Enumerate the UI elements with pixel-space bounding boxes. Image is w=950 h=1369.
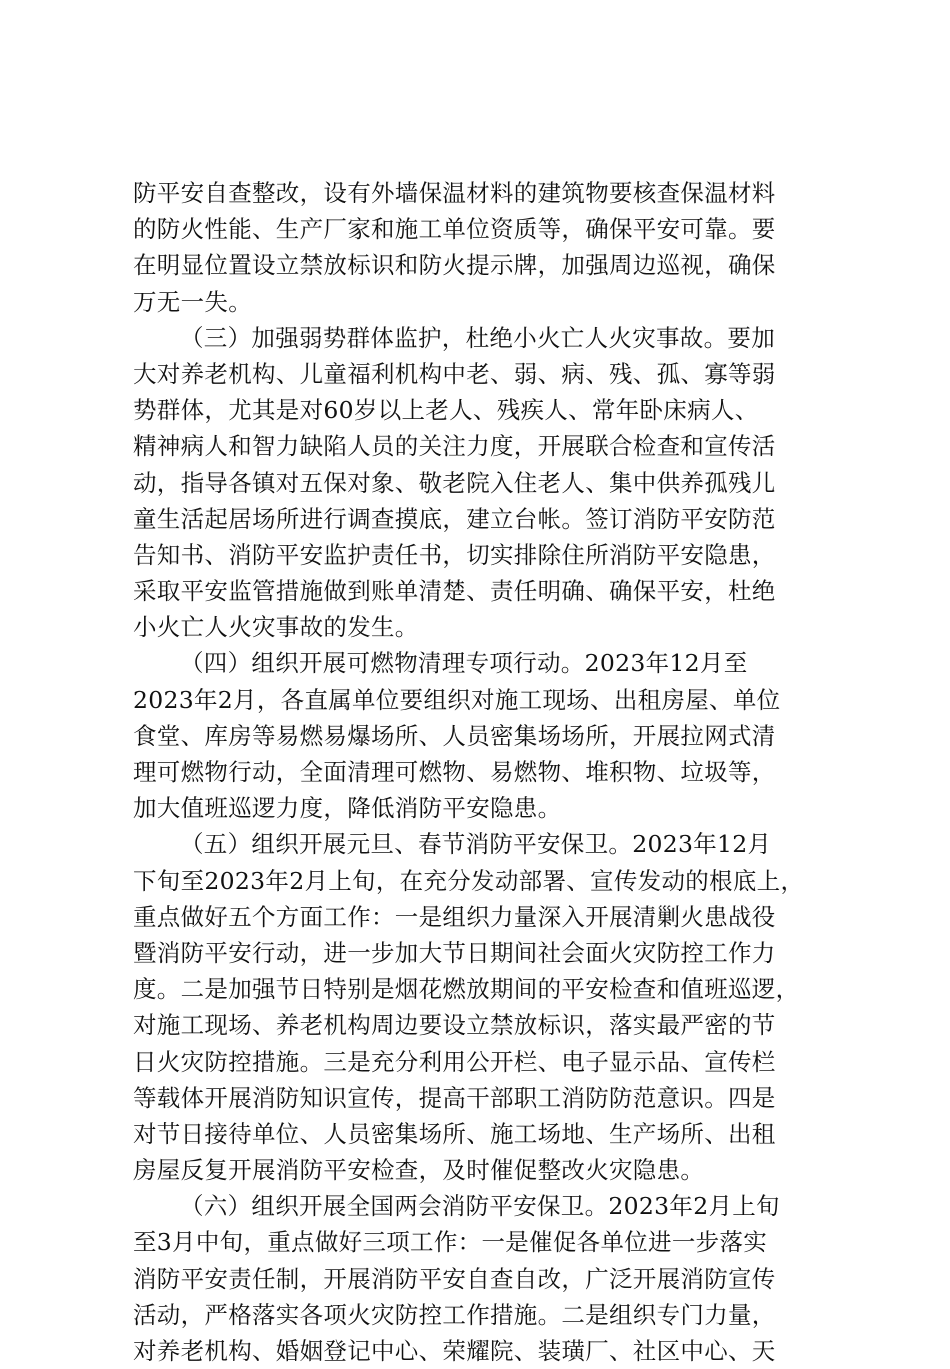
text-line: 重点做好五个方面工作：一是组织力量深入开展清剿火患战役 bbox=[133, 902, 776, 931]
text-line: 下旬至2023年2月上旬，在充分发动部署、宣传发动的根底上， bbox=[133, 866, 805, 895]
paragraph-start-line: （三）加强弱势群体监护，杜绝小火亡人火灾事故。要加 bbox=[180, 323, 775, 352]
text-line: 消防平安责任制，开展消防平安自查自改，广泛开展消防宣传 bbox=[133, 1264, 776, 1293]
text-line: 精神病人和智力缺陷人员的关注力度，开展联合检查和宣传活 bbox=[133, 432, 776, 461]
body-text bbox=[133, 175, 833, 1369]
text-line: 的防火性能、生产厂家和施工单位资质等，确保平安可靠。要 bbox=[133, 215, 776, 244]
text-line: 度。二是加强节日特别是烟花燃放期间的平安检查和值班巡逻， bbox=[133, 975, 800, 1004]
text-line: 小火亡人火灾事故的发生。 bbox=[133, 613, 419, 642]
text-line: 至3月中旬，重点做好三项工作：一是催促各单位进一步落实 bbox=[133, 1228, 768, 1257]
text-line: 暨消防平安行动，进一步加大节日期间社会面火灾防控工作力 bbox=[133, 938, 776, 967]
text-line: 等载体开展消防知识宣传，提高干部职工消防防范意识。四是 bbox=[133, 1083, 776, 1112]
text-line: 万无一失。 bbox=[133, 287, 252, 316]
text-line: 2023年2月，各直属单位要组织对施工现场、出租房屋、单位 bbox=[133, 685, 781, 714]
text-line: 对施工现场、养老机构周边要设立禁放标识，落实最严密的节 bbox=[133, 1011, 776, 1040]
text-line: 告知书、消防平安监护责任书，切实排除住所消防平安隐患， bbox=[133, 540, 776, 569]
text-line: 对养老机构、婚姻登记中心、荣耀院、装璜厂、社区中心、天 bbox=[133, 1337, 776, 1365]
text-line: 大对养老机构、儿童福利机构中老、弱、病、残、孤、寡等弱 bbox=[133, 359, 776, 388]
paragraph-start-line: （六）组织开展全国两会消防平安保卫。2023年2月上旬 bbox=[180, 1192, 780, 1221]
text-line: 房屋反复开展消防平安检查，及时催促整改火灾隐患。 bbox=[133, 1156, 705, 1185]
paragraph-start-line: （五）组织开展元旦、春节消防平安保卫。2023年12月 bbox=[180, 830, 772, 859]
text-line: 日火灾防控措施。三是充分利用公开栏、电子显示品、宣传栏 bbox=[133, 1047, 776, 1076]
text-line: 防平安自查整改，设有外墙保温材料的建筑物要核查保温材料 bbox=[133, 179, 776, 207]
paragraph-start-line: （四）组织开展可燃物清理专项行动。2023年12月至 bbox=[180, 649, 748, 678]
text-line: 动，指导各镇对五保对象、敬老院入住老人、集中供养孤残儿 bbox=[133, 468, 776, 497]
text-line: 童生活起居场所进行调查摸底，建立台帐。签订消防平安防范 bbox=[133, 504, 776, 533]
text-line: 对节日接待单位、人员密集场所、施工场地、生产场所、出租 bbox=[133, 1119, 776, 1148]
text-line: 势群体，尤其是对60岁以上老人、残疾人、常年卧床病人、 bbox=[133, 396, 759, 425]
text-line: 采取平安监管措施做到账单清楚、责任明确、确保平安，杜绝 bbox=[133, 577, 776, 606]
text-line: 理可燃物行动，全面清理可燃物、易燃物、堆积物、垃圾等， bbox=[133, 758, 776, 786]
text-line: 加大值班巡逻力度，降低消防平安隐患。 bbox=[133, 794, 562, 823]
text-line: 在明显位置设立禁放标识和防火提示牌，加强周边巡视，确保 bbox=[133, 251, 776, 280]
text-line: 活动，严格落实各项火灾防控工作措施。二是组织专门力量， bbox=[133, 1300, 776, 1329]
text-line: 食堂、库房等易燃易爆场所、人员密集场场所，开展拉网式清 bbox=[133, 721, 776, 750]
